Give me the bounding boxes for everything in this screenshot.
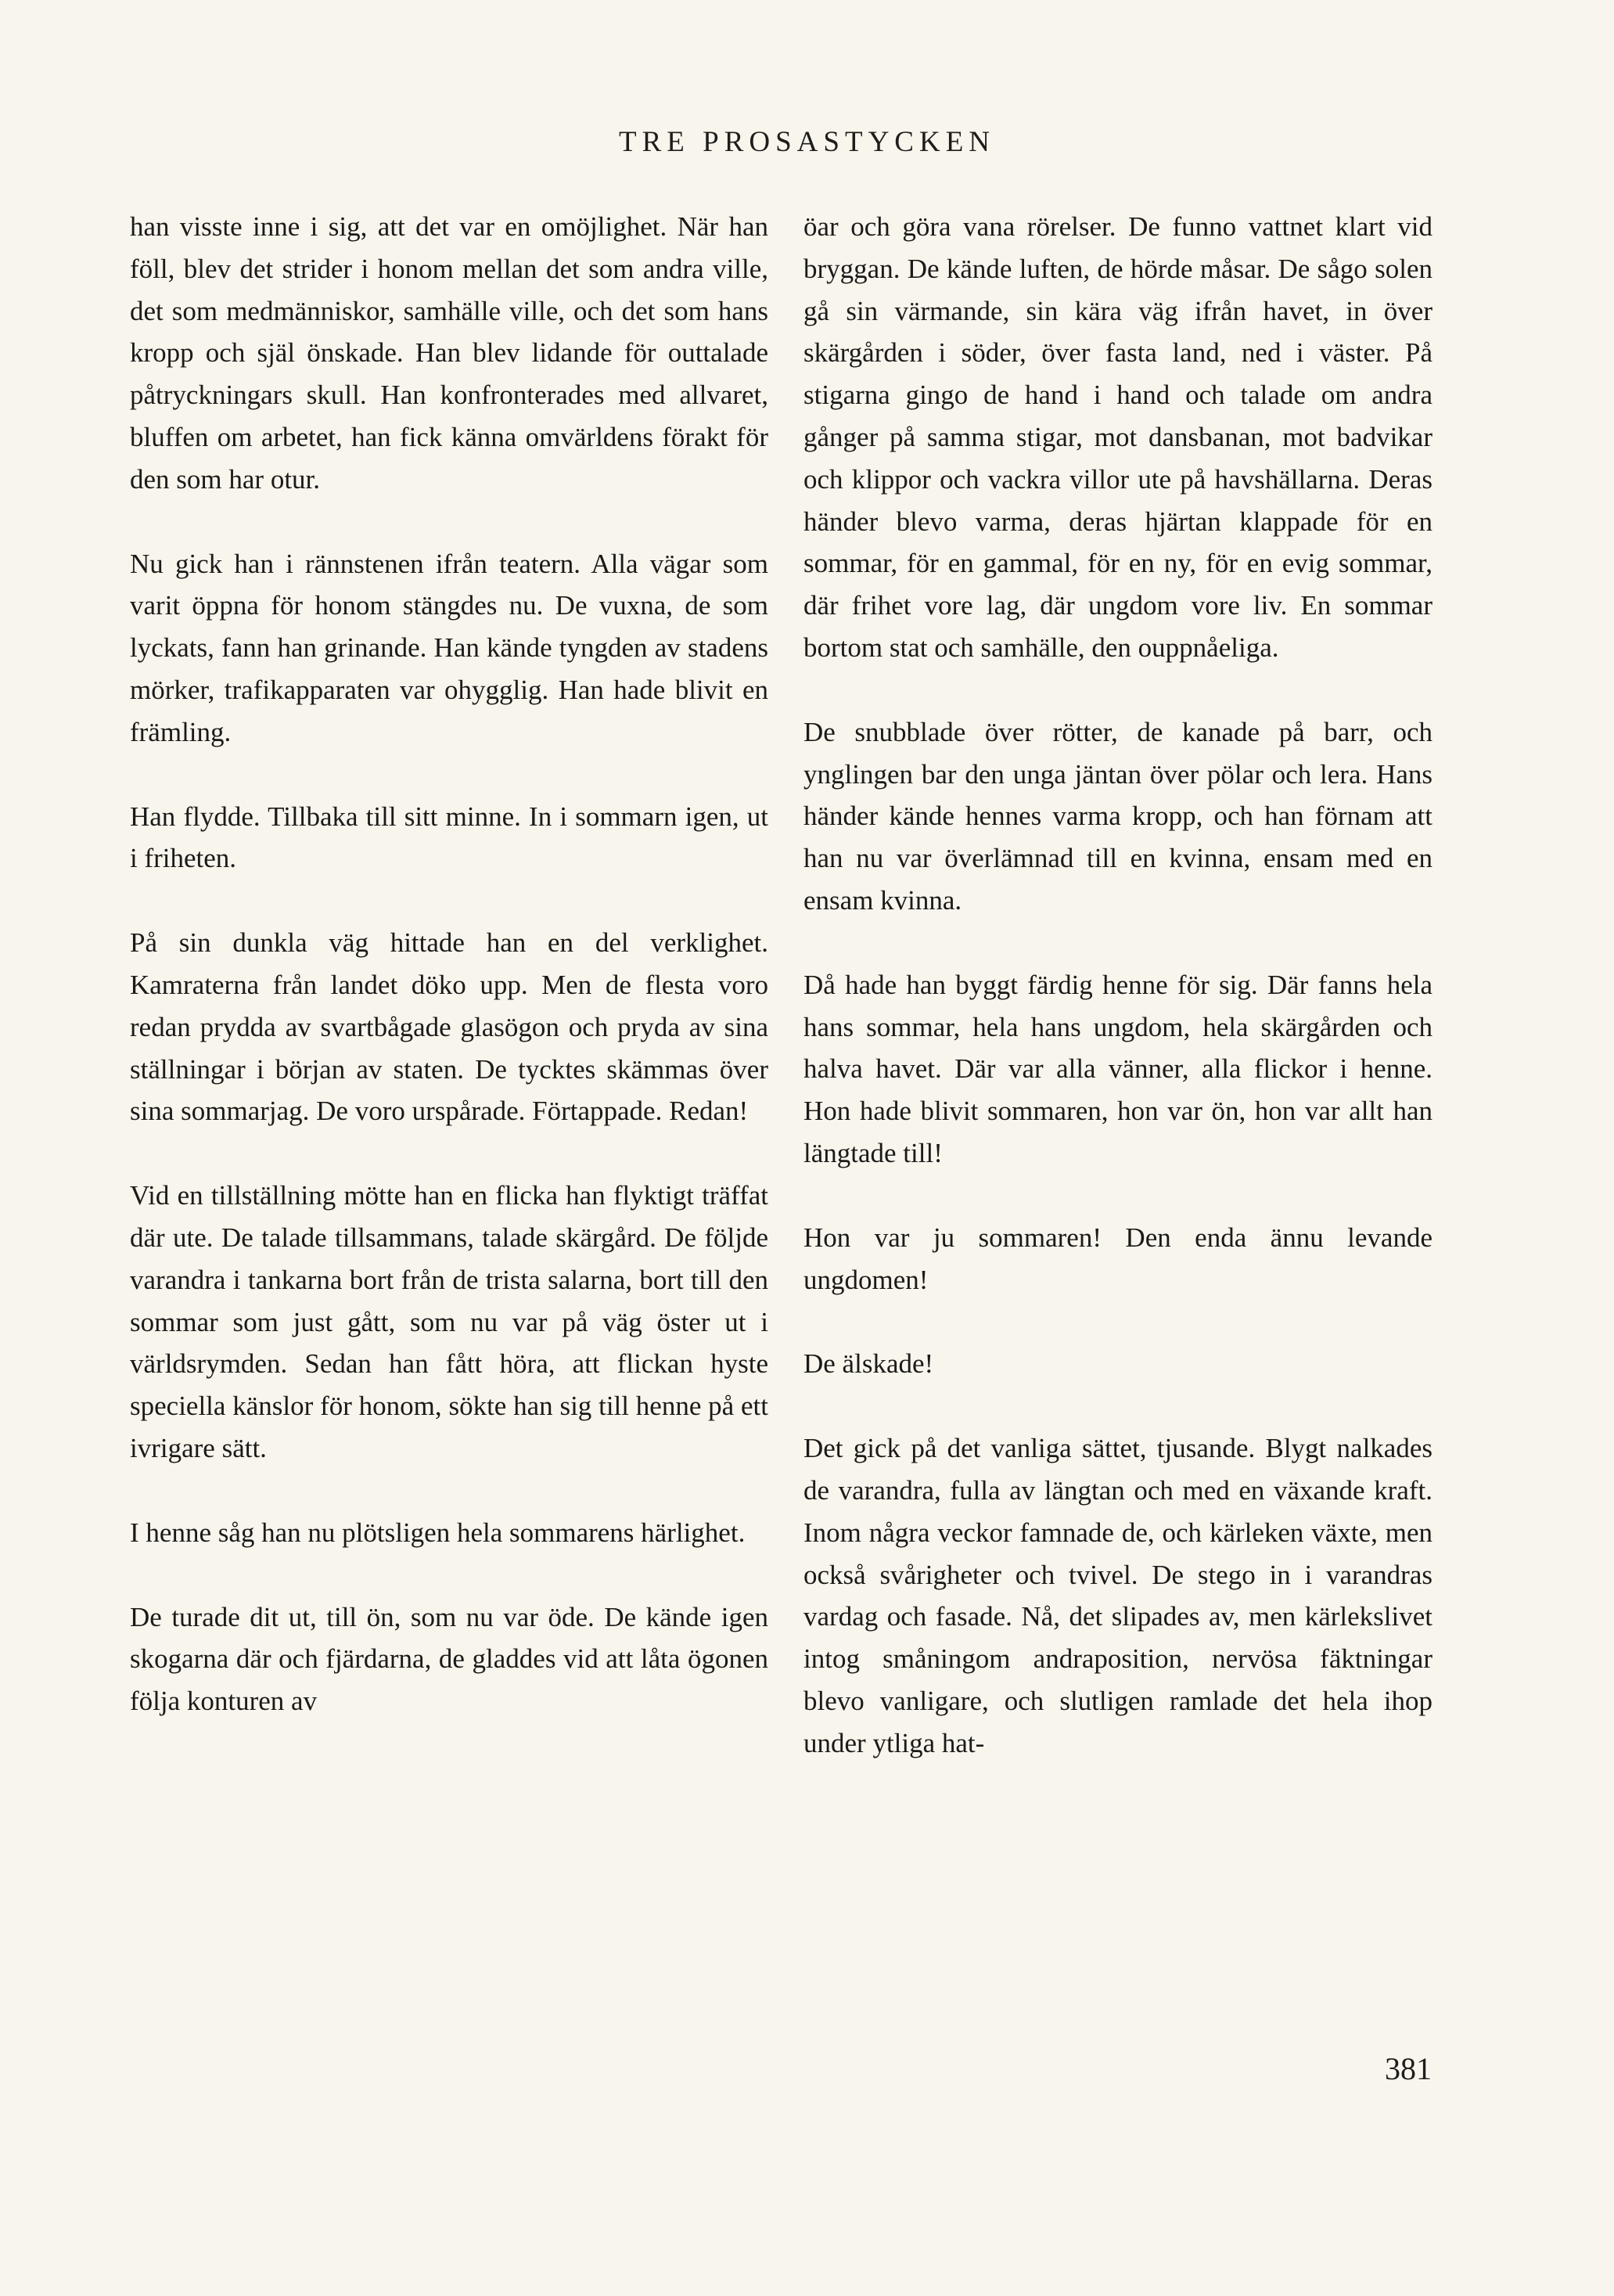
paragraph: Han flydde. Tillbaka till sitt minne. In i sommarn igen, ut i friheten. — [130, 801, 768, 874]
paragraph: Det gick på det vanliga sättet, tjusande. Blygt nalkades de varandra, fulla av längtan och med en växande kraft. Inom några veckor famnade de, och kärleken växte, men också svårigheter och tvivel. De stego in i varandras vardag och fasade. Nå, det slipades av, men kärlekslivet intog småningom andraposition, nervösa fäktningar blevo vanligare, och slutligen ramlade det hela ihop under ytliga hat- — [803, 1433, 1432, 1758]
paragraph: Nu gick han i rännstenen ifrån teatern. Alla vägar som varit öppna för honom stängdes nu. De vuxna, de som lyckats, fann han grinande. Han kände tyngden av stadens mörker, trafikapparaten var ohygglig. Han hade blivit en främling. — [130, 548, 768, 747]
left-column — [130, 206, 768, 1722]
paragraph: Vid en tillställning mötte han en flicka han flyktigt träffat där ute. De talade tillsammans, talade skärgård. De följde varandra i tankarna bort från de trista salarna, bort till den sommar som just gått, som nu var på väg öster ut i världsrymden. Sedan han fått höra, att flickan hyste speciella känslor för honom, sökte han sig till henne på ett ivrigare sätt. — [130, 1180, 768, 1463]
right-column — [803, 206, 1432, 1765]
paragraph: På sin dunkla väg hittade han en del verklighet. Kamraterna från landet döko upp. Men de flesta voro redan prydda av svartbågade glasögon och pryda av sina ställningar i början av staten. De tycktes skämmas över sina sommarjag. De voro urspårade. Förtappade. Redan! — [130, 927, 768, 1127]
paragraph: Hon var ju sommaren! Den enda ännu levande ungdomen! — [803, 1222, 1432, 1295]
paragraph: De snubblade över rötter, de kanade på barr, och ynglingen bar den unga jäntan över pölar och lera. Hans händer kände hennes varma kropp, och han förnam att han nu var överlämnad till en kvinna, ensam med en ensam kvinna. — [803, 716, 1432, 916]
paragraph: öar och göra vana rörelser. De funno vattnet klart vid bryggan. De kände luften, de hörde måsar. De sågo solen gå sin värmande, sin kära väg ifrån havet, in över skärgården i söder, över fasta land, ned i väster. På stigarna gingo de hand i hand och talade om andra gånger på samma stigar, mot dansbanan, mot badvikar och klippor och vackra villor ute på havshällarna. Deras händer blevo varma, deras hjärtan klappade för en sommar, för en gammal, för en ny, för en evig sommar, där frihet vore lag, där ungdom vore liv. En sommar bortom stat och samhälle, den ouppnåeliga. — [803, 211, 1432, 663]
paragraph: Då hade han byggt färdig henne för sig. Där fanns hela hans sommar, hela hans ungdom, hela skärgården och halva havet. Där var alla vänner, alla flickor i henne. Hon hade blivit sommaren, hon var ön, hon var allt han längtade till! — [803, 969, 1432, 1168]
running-head: TRE PROSASTYCKEN — [618, 126, 996, 158]
paragraph: han visste inne i sig, att det var en omöjlighet. När han föll, blev det strider i honom mellan det som andra ville, det som medmänniskor, samhälle ville, och det som hans kropp och själ önskade. Han blev lidande för outtalade påtryckningars skull. Han konfronterades med allvaret, bluffen om arbetet, han fick känna omvärldens förakt för den som har otur. — [130, 211, 768, 495]
paragraph: De älskade! — [803, 1348, 934, 1380]
paragraph: I henne såg han nu plötsligen hela sommarens härlighet. — [130, 1517, 746, 1548]
paragraph: De turade dit ut, till ön, som nu var öde. De kände igen skogarna där och fjärdarna, de gladdes vid att låta ögonen följa konturen av — [130, 1601, 768, 1717]
page-number: 381 — [1385, 2051, 1432, 2086]
